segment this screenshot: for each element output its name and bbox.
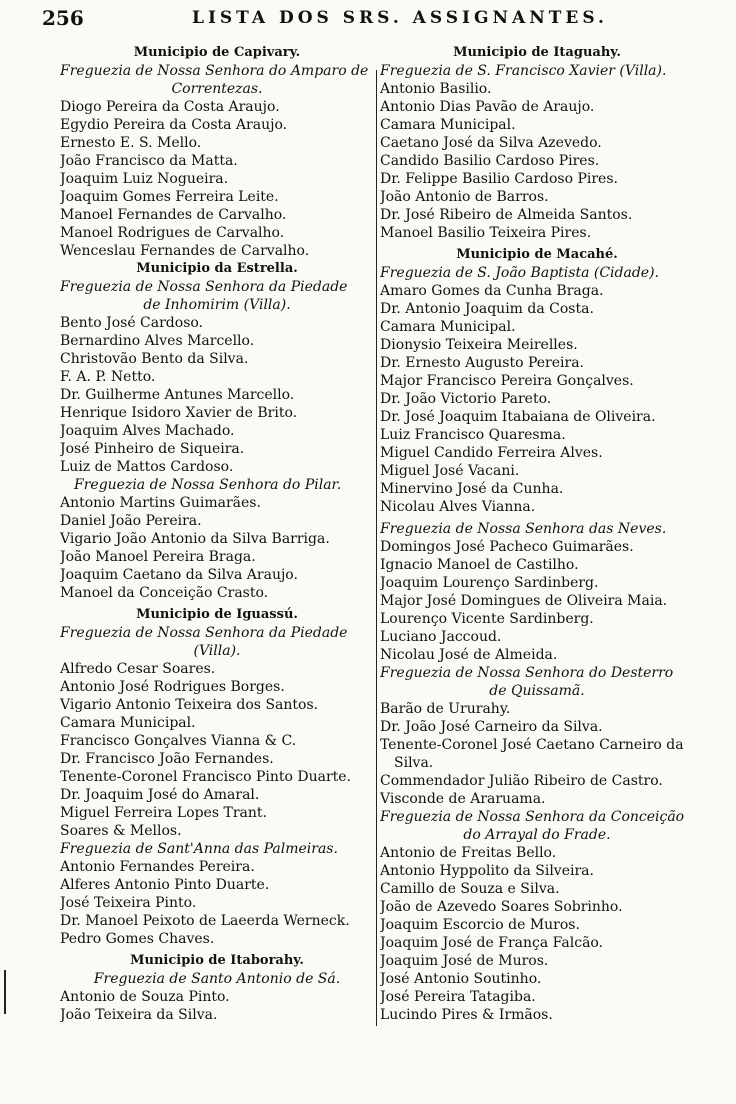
subscriber-name: Antonio Dias Pavão de Araujo. [380, 99, 595, 115]
subscriber-name: Joaquim Luiz Nogueira. [60, 171, 229, 187]
subscriber-name: F. A. P. Netto. [60, 369, 156, 385]
subscriber-name: Christovão Bento da Silva. [60, 351, 249, 367]
subscriber-name: José Pinheiro de Siqueira. [60, 441, 245, 457]
subscriber-name: Major José Domingues de Oliveira Maia. [380, 593, 668, 609]
right-column [380, 44, 694, 1024]
subscriber-name: Tenente-Coronel Francisco Pinto Duarte. [60, 769, 352, 785]
freguezia-heading: Freguezia de S. Francisco Xavier (Villa). [380, 63, 667, 79]
page-header [42, 4, 702, 34]
subscriber-name: Dr. Guilherme Antunes Marcello. [60, 387, 295, 403]
freguezia-heading: (Villa). [193, 643, 241, 659]
subscriber-name: Manoel Basilio Teixeira Pires. [380, 225, 592, 241]
municipio-heading: Municipio de Itaguahy. [453, 45, 621, 60]
subscriber-name: Bernardino Alves Marcello. [60, 333, 255, 349]
subscriber-name: Alfredo Cesar Soares. [60, 661, 216, 677]
subscriber-name: Joaquim Alves Machado. [60, 423, 235, 439]
subscriber-name: Antonio Fernandes Pereira. [60, 859, 255, 875]
subscriber-name: Camillo de Souza e Silva. [380, 881, 560, 897]
subscriber-name: Manoel Rodrigues de Carvalho. [60, 225, 285, 241]
subscriber-name: Dr. João José Carneiro da Silva. [380, 719, 603, 735]
subscriber-name: Lourenço Vicente Sardinberg. [380, 611, 594, 627]
column-divider [376, 70, 377, 1026]
subscriber-name: Amaro Gomes da Cunha Braga. [380, 283, 604, 299]
subscriber-name: Antonio Basilio. [380, 81, 492, 97]
subscriber-name: José Antonio Soutinho. [380, 971, 542, 987]
subscriber-name: Silva. [394, 755, 434, 771]
municipio-heading: Municipio de Itaborahy. [130, 953, 304, 968]
subscriber-name: Manoel da Conceição Crasto. [60, 585, 269, 601]
subscriber-name: José Pereira Tatagiba. [380, 989, 536, 1005]
subscriber-name: Pedro Gomes Chaves. [60, 931, 215, 947]
subscriber-name: Caetano José da Silva Azevedo. [380, 135, 602, 151]
subscriber-name: Miguel Candido Ferreira Alves. [380, 445, 603, 461]
subscriber-name: João de Azevedo Soares Sobrinho. [380, 899, 623, 915]
municipio-heading: Municipio de Iguassú. [136, 607, 298, 622]
subscriber-name: Camara Municipal. [60, 715, 196, 731]
subscriber-name: Soares & Mellos. [60, 823, 182, 839]
municipio-heading: Municipio de Macahé. [456, 247, 618, 262]
subscriber-name: Dionysio Teixeira Meirelles. [380, 337, 578, 353]
subscriber-name: Miguel Ferreira Lopes Trant. [60, 805, 267, 821]
subscriber-name: Major Francisco Pereira Gonçalves. [380, 373, 634, 389]
subscriber-name: José Teixeira Pinto. [60, 895, 197, 911]
subscriber-name: Nicolau Alves Vianna. [380, 499, 536, 515]
left-column [60, 44, 374, 1024]
freguezia-heading: Freguezia de Nossa Senhora da Conceição [380, 809, 685, 825]
subscriber-name: Dr. José Ribeiro de Almeida Santos. [380, 207, 633, 223]
municipio-heading: Municipio da Estrella. [136, 261, 298, 276]
subscriber-name: João Francisco da Matta. [60, 153, 238, 169]
freguezia-heading: Freguezia de Nossa Senhora da Piedade [60, 279, 348, 295]
freguezia-heading: Freguezia de Nossa Senhora do Pilar. [74, 477, 342, 493]
freguezia-heading: Freguezia de S. João Baptista (Cidade). [380, 265, 659, 281]
margin-mark [4, 970, 6, 1014]
subscriber-name: João Antonio de Barros. [380, 189, 549, 205]
freguezia-heading: Freguezia de Sant'Anna das Palmeiras. [60, 841, 338, 857]
freguezia-heading: Freguezia de Nossa Senhora do Desterro [380, 665, 674, 681]
subscriber-name: Commendador Julião Ribeiro de Castro. [380, 773, 663, 789]
subscriber-name: Luciano Jaccoud. [380, 629, 502, 645]
subscriber-name: Dr. Francisco João Fernandes. [60, 751, 274, 767]
subscriber-name: Visconde de Araruama. [380, 791, 546, 807]
subscriber-name: Dr. Joaquim José do Amaral. [60, 787, 260, 803]
subscriber-name: Dr. Ernesto Augusto Pereira. [380, 355, 584, 371]
subscriber-name: Luiz Francisco Quaresma. [380, 427, 566, 443]
page-title: LISTA DOS SRS. ASSIGNANTES. [192, 8, 608, 28]
subscriber-name: Dr. Antonio Joaquim da Costa. [380, 301, 594, 317]
subscriber-name: Joaquim Lourenço Sardinberg. [380, 575, 599, 591]
freguezia-heading: de Inhomirim (Villa). [143, 297, 291, 313]
subscriber-name: Daniel João Pereira. [60, 513, 202, 529]
subscriber-name: Camara Municipal. [380, 117, 516, 133]
subscriber-name: Vigario Antonio Teixeira dos Santos. [60, 697, 319, 713]
subscriber-name: João Manoel Pereira Braga. [60, 549, 256, 565]
subscriber-name: Tenente-Coronel José Caetano Carneiro da [380, 737, 684, 753]
subscriber-name: Antonio Hyppolito da Silveira. [380, 863, 594, 879]
subscriber-name: Ernesto E. S. Mello. [60, 135, 202, 151]
subscriber-name: Wenceslau Fernandes de Carvalho. [60, 243, 310, 259]
subscriber-name: Bento José Cardoso. [60, 315, 204, 331]
subscriber-name: Antonio Martins Guimarães. [60, 495, 261, 511]
subscriber-name: Dr. Felippe Basilio Cardoso Pires. [380, 171, 618, 187]
freguezia-heading: Freguezia de Nossa Senhora da Piedade [60, 625, 348, 641]
subscriber-name: Antonio de Souza Pinto. [60, 989, 230, 1005]
subscriber-name: Egydio Pereira da Costa Araujo. [60, 117, 288, 133]
subscriber-name: Vigario João Antonio da Silva Barriga. [60, 531, 330, 547]
subscriber-name: Luiz de Mattos Cardoso. [60, 459, 234, 475]
subscriber-name: Dr. Manoel Peixoto de Laeerda Werneck. [60, 913, 350, 929]
subscriber-name: Minervino José da Cunha. [380, 481, 564, 497]
subscriber-name: Domingos José Pacheco Guimarães. [380, 539, 634, 555]
subscriber-name: Henrique Isidoro Xavier de Brito. [60, 405, 298, 421]
subscriber-name: Barão de Ururahy. [380, 701, 511, 717]
subscriber-name: Diogo Pereira da Costa Araujo. [60, 99, 280, 115]
subscriber-name: Lucindo Pires & Irmãos. [380, 1007, 553, 1023]
subscriber-name: Antonio de Freitas Bello. [380, 845, 557, 861]
subscriber-name: Alferes Antonio Pinto Duarte. [60, 877, 270, 893]
subscriber-name: Miguel José Vacani. [380, 463, 520, 479]
subscriber-name: Antonio José Rodrigues Borges. [60, 679, 285, 695]
subscriber-name: Francisco Gonçalves Vianna & C. [60, 733, 297, 749]
freguezia-heading: Freguezia de Santo Antonio de Sá. [93, 971, 341, 987]
freguezia-heading: Correntezas. [171, 81, 263, 97]
subscriber-name: Joaquim Caetano da Silva Araujo. [60, 567, 298, 583]
subscriber-name: Joaquim José de Muros. [380, 953, 549, 969]
subscriber-name: Nicolau José de Almeida. [380, 647, 558, 663]
subscriber-name: Joaquim Gomes Ferreira Leite. [60, 189, 279, 205]
subscriber-name: Candido Basilio Cardoso Pires. [380, 153, 600, 169]
freguezia-heading: do Arrayal do Frade. [463, 827, 611, 843]
freguezia-heading: Freguezia de Nossa Senhora das Neves. [380, 521, 667, 537]
subscriber-name: Ignacio Manoel de Castilho. [380, 557, 579, 573]
page-number: 256 [42, 6, 84, 30]
subscriber-name: João Teixeira da Silva. [60, 1007, 218, 1023]
subscriber-name: Dr. José Joaquim Itabaiana de Oliveira. [380, 409, 656, 425]
freguezia-heading: de Quissamã. [489, 683, 585, 699]
municipio-heading: Municipio de Capivary. [133, 45, 301, 60]
subscriber-name: Camara Municipal. [380, 319, 516, 335]
subscriber-name: Manoel Fernandes de Carvalho. [60, 207, 287, 223]
subscriber-name: Joaquim José de França Falcão. [380, 935, 604, 951]
freguezia-heading: Freguezia de Nossa Senhora do Amparo de [60, 63, 369, 79]
subscriber-name: Joaquim Escorcio de Muros. [380, 917, 580, 933]
subscriber-name: Dr. João Victorio Pareto. [380, 391, 552, 407]
